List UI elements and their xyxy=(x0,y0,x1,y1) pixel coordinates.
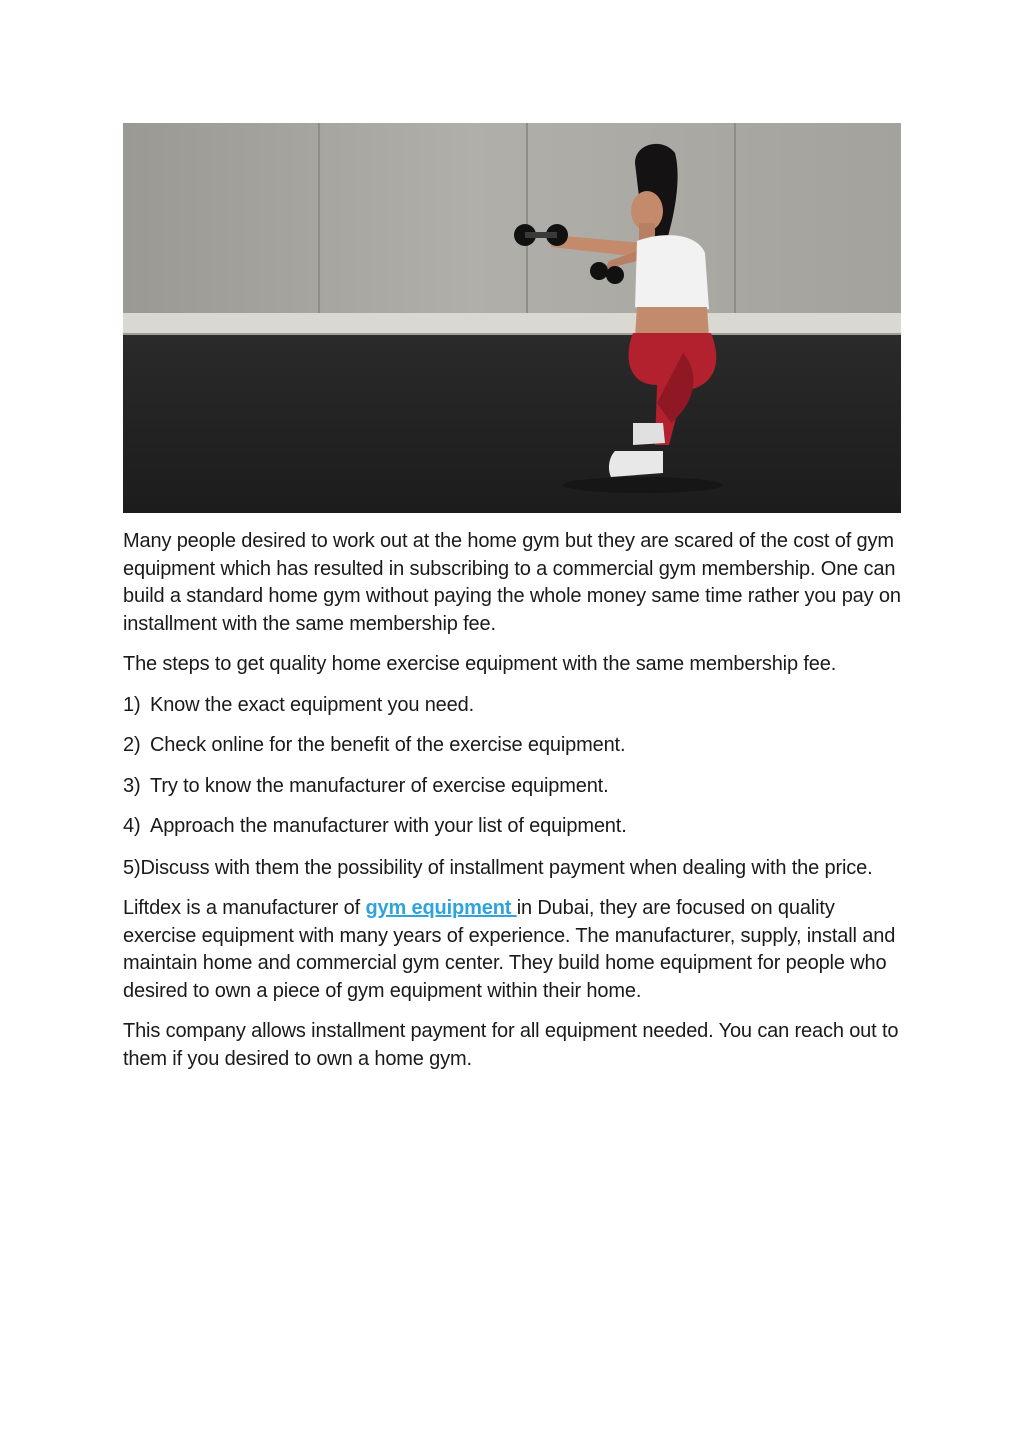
list-item xyxy=(123,813,903,841)
list-item-text: Approach the manufacturer with your list of equipment. xyxy=(150,815,627,837)
steps-intro-paragraph: The steps to get quality home exercise equipment with the same membership fee. xyxy=(123,653,837,675)
document-page xyxy=(123,123,903,1073)
liftdex-text-after: in Dubai, they are focused on quality exercise equipment with many years of experience. The manufacturer, supply, install and maintain home and commercial gym center. They build home equipment for people who desired to own a piece of gym equipment within their home. xyxy=(123,897,896,1002)
list-item xyxy=(123,692,903,720)
list-item-text: Try to know the manufacturer of exercise equipment. xyxy=(150,774,609,797)
list-item-number: 3) xyxy=(123,774,141,797)
list-item-number: 1) xyxy=(123,693,141,716)
list-item xyxy=(123,773,903,801)
gym-equipment-link[interactable]: gym equipment xyxy=(365,897,517,919)
list-item xyxy=(123,732,903,760)
step5-paragraph: 5)Discuss with them the possibility of installment payment when dealing with the price. xyxy=(123,856,873,879)
liftdex-paragraph xyxy=(123,895,903,1005)
intro-paragraph: Many people desired to work out at the home gym but they are scared of the cost of gym equipment which has resulted in subscribing to a commercial gym membership. One can build a standard home gym without paying the whole money same time rather you pay on installment with the same membership fee. xyxy=(123,530,901,635)
woman-dumbbell-photo xyxy=(123,123,901,513)
list-item-number: 4) xyxy=(123,815,141,837)
liftdex-text-before: Liftdex is a manufacturer of xyxy=(123,897,366,919)
list-item-text: Check online for the benefit of the exercise equipment. xyxy=(150,734,626,756)
closing-paragraph: This company allows installment payment for all equipment needed. You can reach out to them if you desired to own a home gym. xyxy=(123,1020,899,1070)
list-item-number: 2) xyxy=(123,734,141,756)
photo-woman-dumbbell-icon xyxy=(123,123,901,513)
list-item-text: Know the exact equipment you need. xyxy=(150,693,475,716)
